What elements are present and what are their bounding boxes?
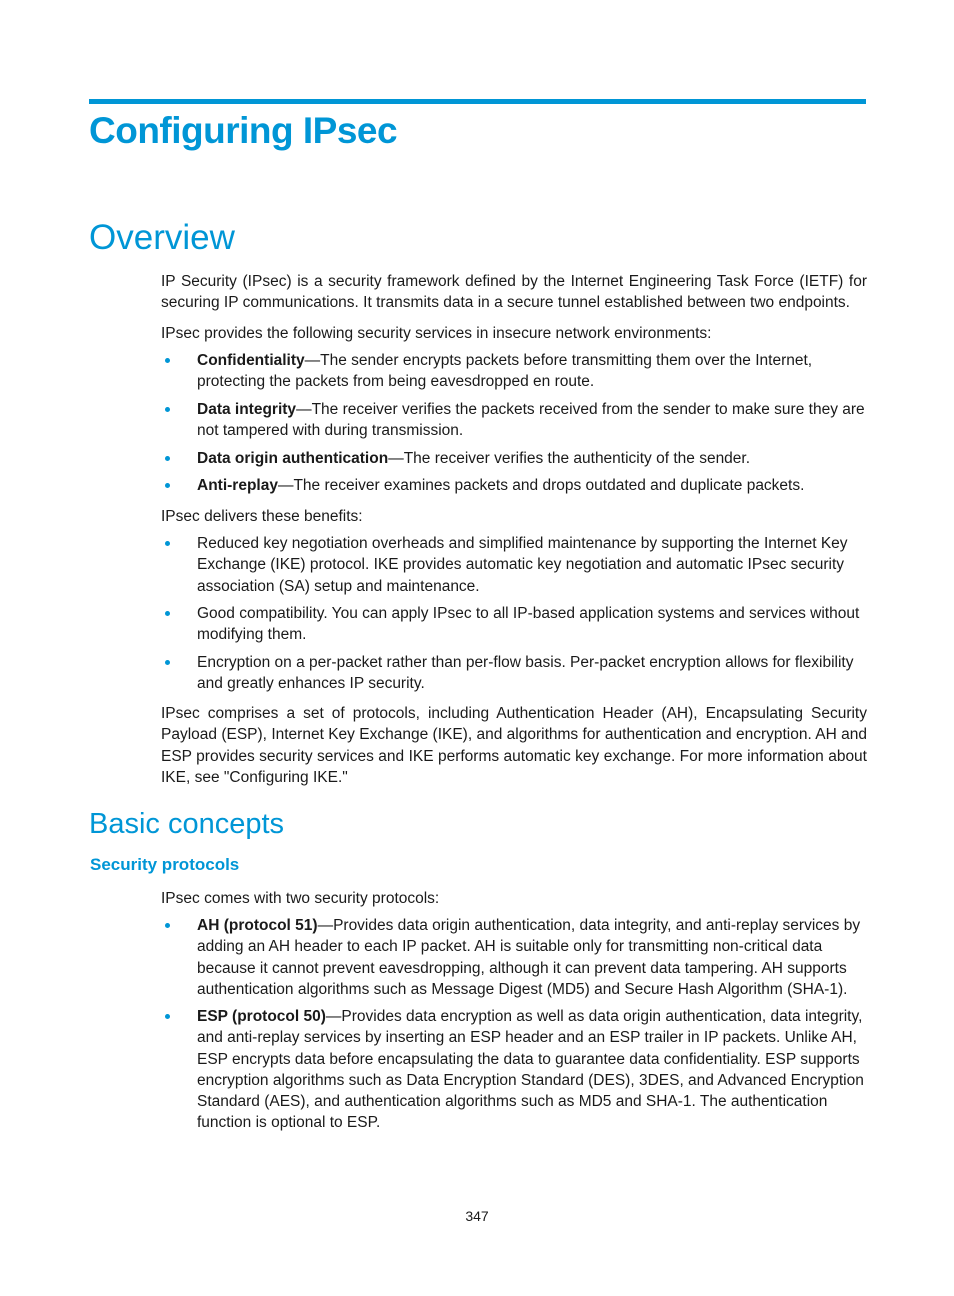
list-item-term: Data integrity: [197, 401, 297, 418]
basic-concepts-heading: Basic concepts: [89, 808, 285, 840]
list-item: [161, 475, 867, 496]
services-lead: [161, 323, 867, 344]
list-item-desc: —The sender encrypts packets before transmitting them over the Internet, protecting the packets from being eavesdropped en route.: [197, 352, 813, 391]
list-item-term: Anti-replay: [197, 477, 278, 494]
bullet-icon: [165, 358, 170, 363]
page-number: 347: [465, 1208, 489, 1224]
list-item-text: Reduced key negotiation overheads and simplified maintenance by supporting the Internet Key Exchange (IKE) protocol. IKE provides automatic key negotiation and automatic IPsec security association (SA) setup and maintenance.: [197, 535, 848, 595]
list-item-text: Good compatibility. You can apply IPsec to all IP-based application systems and services without modifying them.: [197, 605, 860, 644]
bullet-icon: [165, 483, 170, 488]
bullet-icon: [165, 611, 170, 616]
list-item-desc: —Provides data encryption as well as data origin authentication, data integrity, and anti-replay services by inserting an ESP header and an ESP trailer in IP packets. Unlike AH, ESP encrypts data before encapsulating the data to guarantee data confidentiality. ESP supports encryption algorithms such as Data Encryption Standard (DES), 3DES, and Advanced Encryption Standard (AES), and authentication algorithms such as MD5 and SHA-1. The authentication function is optional to ESP.: [197, 1008, 864, 1132]
intro-paragraph: IP Security (IPsec) is a security framework defined by the Internet Engineering Task Force (IETF) for securing IP communications. It transmits data in a secure tunnel established between two endpoints.: [161, 273, 867, 312]
closing-paragraph: IPsec comprises a set of protocols, including Authentication Header (AH), Encapsulating Security Payload (ESP), Internet Key Exchange (IKE), and algorithms for authentication and encryption. AH and ESP provides security services and IKE performs automatic key exchange. For more information about IKE, see "Configuring IKE.": [161, 705, 867, 786]
list-item-text: Encryption on a per-packet rather than per-flow basis. Per-packet encryption allows for flexibility and greatly enhances IP security.: [197, 654, 854, 693]
list-item-term: Confidentiality: [197, 352, 305, 369]
list-item: [161, 603, 867, 646]
chapter-title: Configuring IPsec: [89, 110, 398, 151]
list-item-desc: —The receiver examines packets and drops outdated and duplicate packets.: [277, 477, 805, 494]
list-item-desc: —The receiver verifies the authenticity of the sender.: [388, 450, 751, 467]
list-item-desc: —Provides data origin authentication, data integrity, and anti-replay services by adding an AH header to each IP packet. AH is suitable only for transmitting non-critical data because it cannot prevent eavesdropping, although it can prevent data tampering. AH supports authentication algorithms such as Message Digest (MD5) and Secure Hash Algorithm (SHA-1).: [197, 917, 861, 998]
list-item-desc: —The receiver verifies the packets received from the sender to make sure they are not tampered with during transmission.: [197, 401, 865, 440]
benefits-lead-text: IPsec delivers these benefits:: [161, 508, 363, 525]
services-lead-text: IPsec provides the following security services in insecure network environments:: [161, 325, 712, 342]
bullet-icon: [165, 923, 170, 928]
list-item: [161, 350, 867, 393]
bullet-icon: [165, 1014, 170, 1019]
list-item: [161, 448, 867, 469]
list-item-term: Data origin authentication: [197, 450, 389, 467]
list-item: [161, 533, 867, 597]
bullet-icon: [165, 660, 170, 665]
list-item: [161, 652, 867, 695]
overview-heading: Overview: [89, 218, 235, 257]
bullet-icon: [165, 407, 170, 412]
list-item-term: AH (protocol 51): [197, 917, 318, 934]
protocols-lead-text: IPsec comes with two security protocols:: [161, 890, 440, 907]
benefits-lead: [161, 506, 867, 527]
list-item-term: ESP (protocol 50): [197, 1008, 326, 1025]
protocols-lead: [161, 888, 867, 909]
list-item: [161, 915, 867, 1000]
list-item: [161, 1006, 867, 1134]
chapter-rule: [89, 99, 866, 104]
bullet-icon: [165, 456, 170, 461]
overview-intro: [161, 271, 867, 314]
list-item: [161, 399, 867, 442]
overview-closing: [161, 703, 867, 788]
security-protocols-heading: Security protocols: [90, 855, 240, 874]
bullet-icon: [165, 541, 170, 546]
